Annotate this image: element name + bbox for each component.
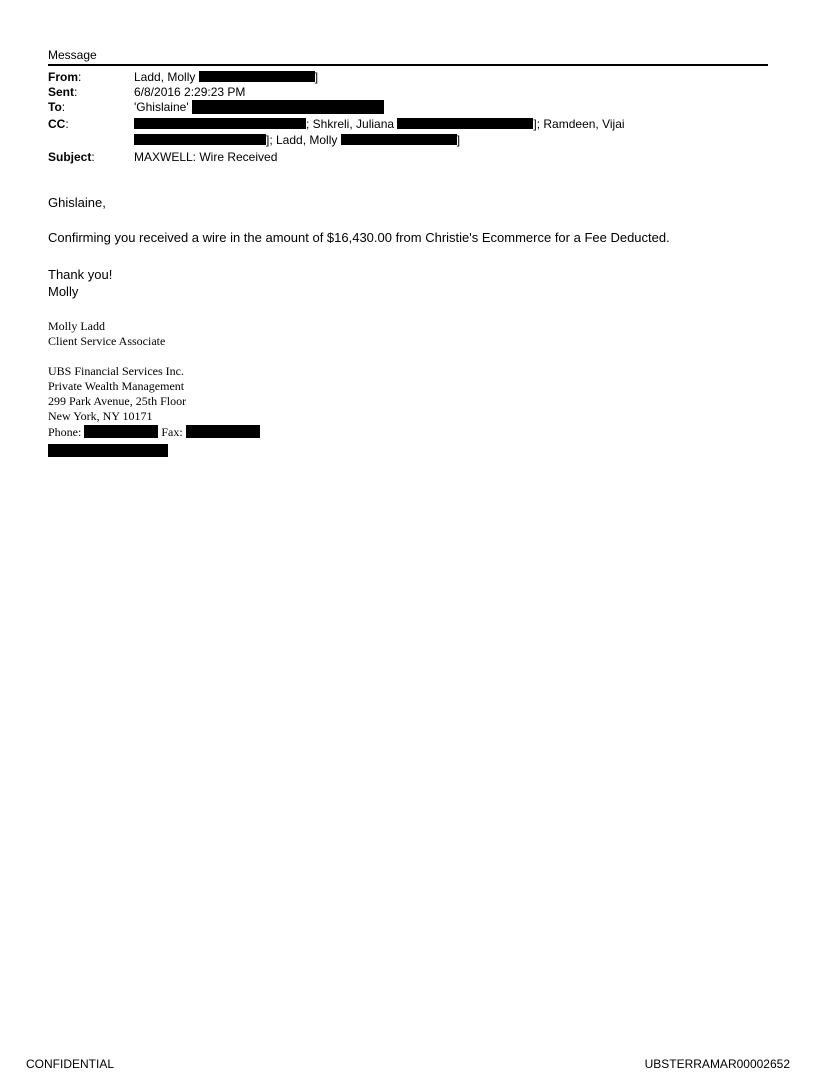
- cc-value-line2: [134, 133, 460, 148]
- redaction-box: [134, 118, 306, 129]
- subject-value: MAXWELL: Wire Received: [134, 150, 278, 164]
- cc-key: CC:: [48, 117, 69, 131]
- sent-key: Sent:: [48, 85, 78, 99]
- redaction-box: [186, 425, 260, 438]
- redaction-box: [192, 100, 384, 114]
- redaction-box: [134, 134, 266, 145]
- email-greeting: Ghislaine,: [48, 195, 106, 210]
- sent-value: 6/8/2016 2:29:23 PM: [134, 85, 246, 99]
- footer-confidential: CONFIDENTIAL: [26, 1057, 115, 1071]
- from-key: From:: [48, 70, 82, 84]
- from-value: [134, 70, 318, 85]
- redaction-box: [397, 118, 533, 129]
- signature-name: Molly Ladd: [48, 319, 105, 333]
- message-label: Message: [48, 48, 97, 62]
- redaction-box: [199, 71, 315, 82]
- cc-separator-3: ]; Ladd, Molly: [266, 133, 338, 147]
- cc-separator-1: ; Shkreli, Juliana: [306, 117, 395, 131]
- signature-company: UBS Financial Services Inc.: [48, 364, 184, 378]
- phone-label: Phone:: [48, 425, 82, 439]
- redaction-box: [84, 425, 158, 438]
- subject-key: Subject:: [48, 150, 95, 164]
- signature-contact-row: [48, 425, 260, 440]
- signature-division: Private Wealth Management: [48, 379, 185, 393]
- redaction-box: [341, 134, 457, 145]
- fax-label: Fax:: [161, 425, 183, 439]
- signature-address-line1: 299 Park Avenue, 25th Floor: [48, 394, 187, 408]
- signature-title: Client Service Associate: [48, 334, 166, 348]
- email-signoff-name: Molly: [48, 284, 79, 299]
- cc-separator-2: ]; Ramdeen, Vijai: [533, 117, 625, 131]
- redaction-box: [48, 444, 168, 457]
- email-thanks: Thank you!: [48, 267, 113, 282]
- to-key: To:: [48, 100, 66, 114]
- to-value: [134, 100, 384, 115]
- signature-address-line2: New York, NY 10171: [48, 409, 153, 423]
- from-name: Ladd, Molly: [134, 70, 196, 84]
- from-close: ]: [314, 70, 319, 84]
- cc-value-line1: [134, 117, 625, 132]
- to-name: 'Ghislaine': [134, 100, 189, 114]
- email-paragraph: Confirming you received a wire in the amount of $16,430.00 from Christie's Ecommerce for a Fee Deducted.: [48, 230, 670, 245]
- header-rule: [48, 64, 768, 66]
- footer-bates-number: UBSTERRAMAR00002652: [644, 1057, 790, 1071]
- cc-close: ]: [456, 133, 461, 147]
